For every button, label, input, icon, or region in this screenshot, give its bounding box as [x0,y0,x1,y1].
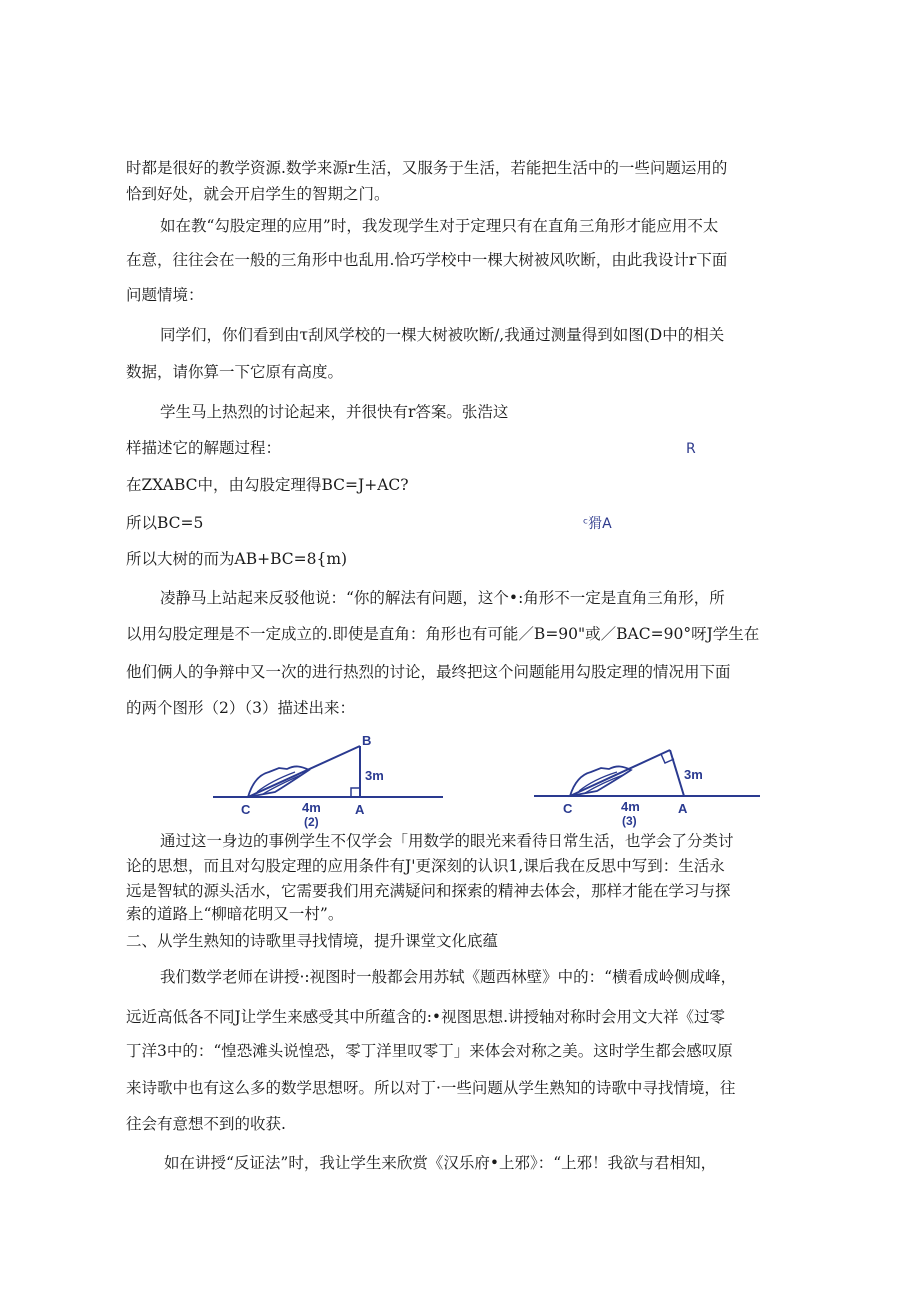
label-3m: 3m [684,767,703,782]
text-line: 同学们，你们看到由τ刮风学校的一棵大树被吹断/,我通过测量得到如图(D中的相关 [160,326,725,344]
text-line: 远近高低各不同J让学生来感受其中所蕴含的:•视图思想.讲授轴对称时会用文大祥《过零 [126,1008,726,1026]
text-line: 如在教“勾股定理的应用”时，我发现学生对于定理只有在直角三角形才能应用不太 [160,217,719,235]
section-heading: 二、从学生熟知的诗歌里寻找情境，提升课堂文化底蕴 [126,932,499,950]
label-b: B [362,733,372,748]
text-line: 远是智轼的源头活水，它需要我们用充满疑问和探索的精神去体会，那样才能在学习与探 [126,882,731,900]
text-line: 问题情境： [126,286,204,304]
figure-label-r: R [686,441,696,457]
text-line: 在ZXABC中，由勾股定理得BC=J+AC? [126,476,409,494]
text-line: 学生马上热烈的讨论起来，并很快有r答案。张浩这 [160,403,509,421]
trunk-line [670,750,684,796]
text-line: 所以大树的而为AB+BC=8{m) [126,550,348,568]
text-line: 以用勾股定理是不一定成立的.即使是直角：角形也有可能／B=90"或／BAC=90°呀J学生在 [126,625,760,643]
text-line: 我们数学老师在讲授·:视图时一般都会用苏轼《题西林壁》中的：“横看成岭侧成峰， [160,968,737,986]
label-a: A [355,802,365,817]
label-a: A [678,801,688,816]
broken-top-line [570,750,670,796]
label-3m: 3m [365,768,384,783]
right-angle-mark [351,788,360,797]
text-line: 索的道路上“柳暗花明又一村”。 [126,905,344,923]
text-line: 来诗歌中也有这么多的数学思想呀。所以对丁·一些问题从学生熟知的诗歌中寻找情境，往 [126,1079,736,1097]
text-line: 数据，请你算一下它原有高度。 [126,363,344,381]
broken-top-line [248,746,360,797]
label-c: C [241,802,251,817]
text-line: 通过这一身边的事例学生不仅学会「用数学的眼光来看待日常生活，也学会了分类讨 [160,832,734,850]
text-line: 所以BC=5 [126,514,204,532]
figure-caption: (2) [304,815,319,829]
figure-2 [205,728,455,838]
text-line: 凌静马上站起来反驳他说：“你的解法有问题，这个•:角形不一定是直角三角形，所 [160,589,725,607]
text-line: 他们俩人的争辩中又一次的进行热烈的讨论，最终把这个问题能用勾股定理的情况用下面 [126,663,731,681]
text-line: 在意，往往会在一般的三角形中也乱用.恰巧学校中一棵大树被风吹断，由此我设计r下面 [126,251,728,269]
figure-caption: (3) [622,814,637,828]
text-line: 丁洋3中的：“惶恐滩头说惶恐，零丁洋里叹零丁」来体会对称之美。这时学生都会感叹原 [126,1042,733,1060]
figure-label-c: ᶜ猾A [583,516,612,532]
text-line: 的两个图形（2）（3）描述出来： [126,699,355,717]
label-4m: 4m [621,799,640,814]
text-line: 样描述它的解题过程： [126,439,282,457]
text-line: 如在讲授“反证法”时，我让学生来欣赏《汉乐府•上邪》：“上邪！我欲与君相知， [164,1154,717,1172]
text-line: 往会有意想不到的收获. [126,1115,286,1133]
label-4m: 4m [302,800,321,815]
text-line: 论的思想，而且对勾股定理的应用条件有J'更深刻的认识1,课后我在反思中写到：生活永 [126,857,725,875]
figure-3 [528,728,778,838]
text-line: 恰到好处，就会开启学生的智期之门。 [126,185,390,203]
label-c: C [563,801,573,816]
text-line: 时都是很好的教学资源.数学来源r生活，又服务于生活，若能把生活中的一些问题运用的 [126,159,728,177]
